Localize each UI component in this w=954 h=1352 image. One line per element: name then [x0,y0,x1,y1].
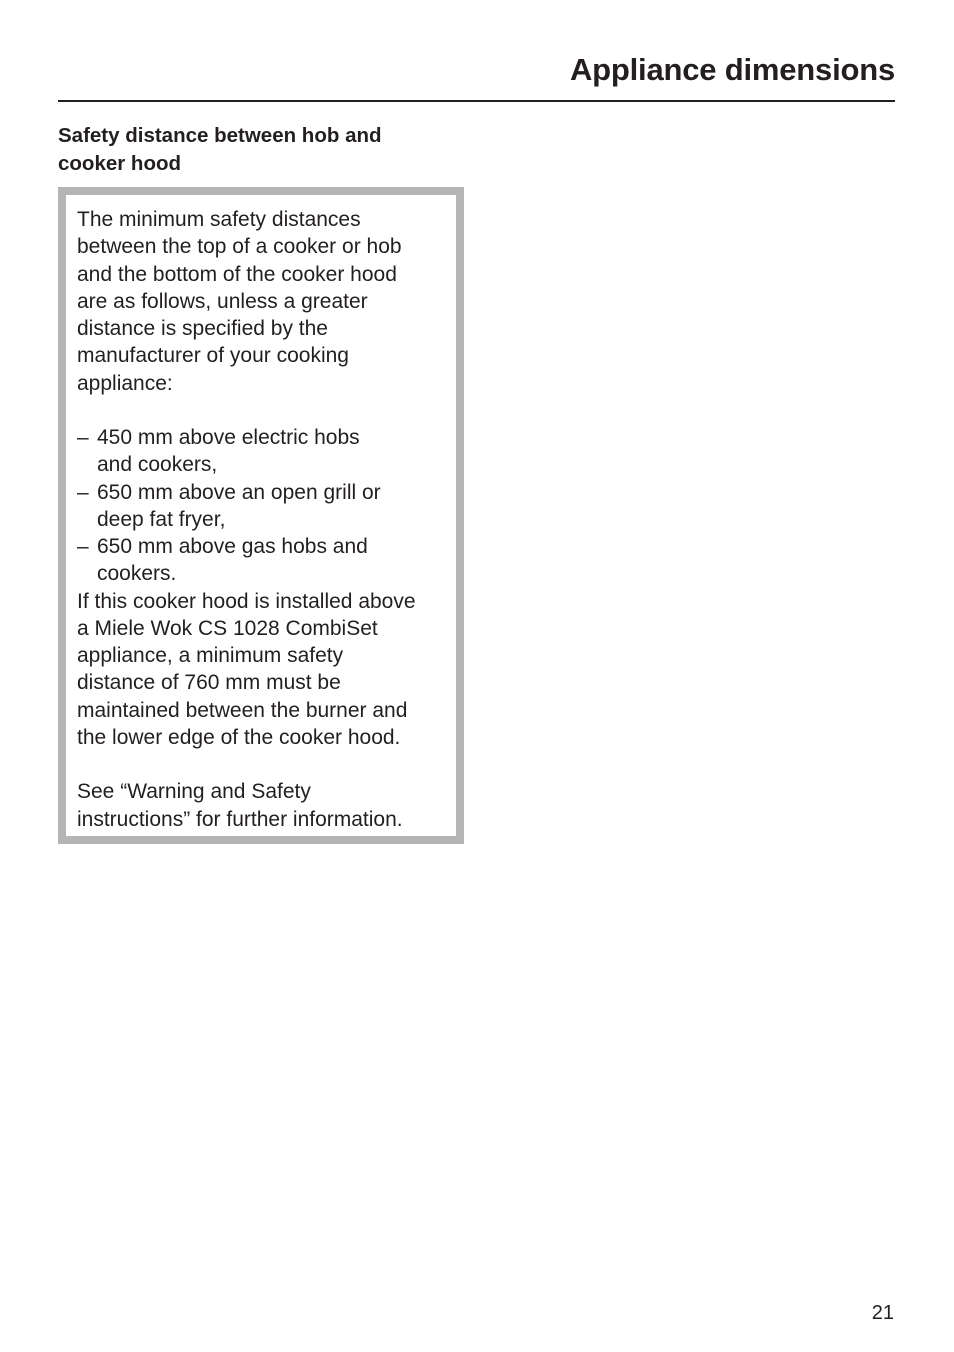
section-heading-line: cooker hood [58,152,182,175]
page-title: Appliance dimensions [569,52,895,87]
text-line: are as follows, unless a greater [77,289,368,313]
text-line: and cookers, [97,453,218,477]
dash-marker: – [77,426,89,449]
text-line: maintained between the burner and [77,698,408,722]
text-line: The minimum safety distances [77,208,361,231]
text-line: See “Warning and Safety [77,780,311,804]
text-line: the lower edge of the cooker hood. [77,725,401,749]
text-line: 650 mm above gas hobs and [97,535,368,558]
section-heading-line: Safety distance between hob and [58,124,382,147]
text-line: distance is specified by the [77,317,328,340]
intro-paragraph [77,206,457,397]
text-line: appliance, a minimum safety [77,644,344,667]
text-line: appliance: [77,371,173,395]
paragraph-gap [77,751,457,778]
text-line: and the bottom of the cooker hood [77,262,397,286]
text-line: instructions” for further information. [77,807,403,831]
text-line: cookers. [97,562,177,586]
page-number: 21 [871,1302,894,1324]
list-item [77,424,457,479]
list-item [77,533,457,588]
list-item [77,479,457,534]
page-header [58,50,895,102]
text-line: a Miele Wok CS 1028 CombiSet [77,616,378,640]
text-line: manufacturer of your cooking [77,344,349,368]
distance-list [77,424,457,588]
text-line: between the top of a cooker or hob [77,235,402,259]
text-line: 450 mm above electric hobs [97,426,360,449]
dash-marker: – [77,535,89,558]
dash-marker: – [77,480,89,504]
section-heading [58,122,458,178]
paragraph-gap [77,397,457,424]
text-line: 650 mm above an open grill or [97,480,381,504]
text-line: If this cooker hood is installed above [77,589,416,613]
warning-content [77,206,457,833]
text-line: distance of 760 mm must be [77,671,341,695]
wok-paragraph [77,588,457,752]
safety-warning-box [58,187,464,844]
see-also-paragraph [77,778,457,833]
text-line: deep fat fryer, [97,507,226,531]
